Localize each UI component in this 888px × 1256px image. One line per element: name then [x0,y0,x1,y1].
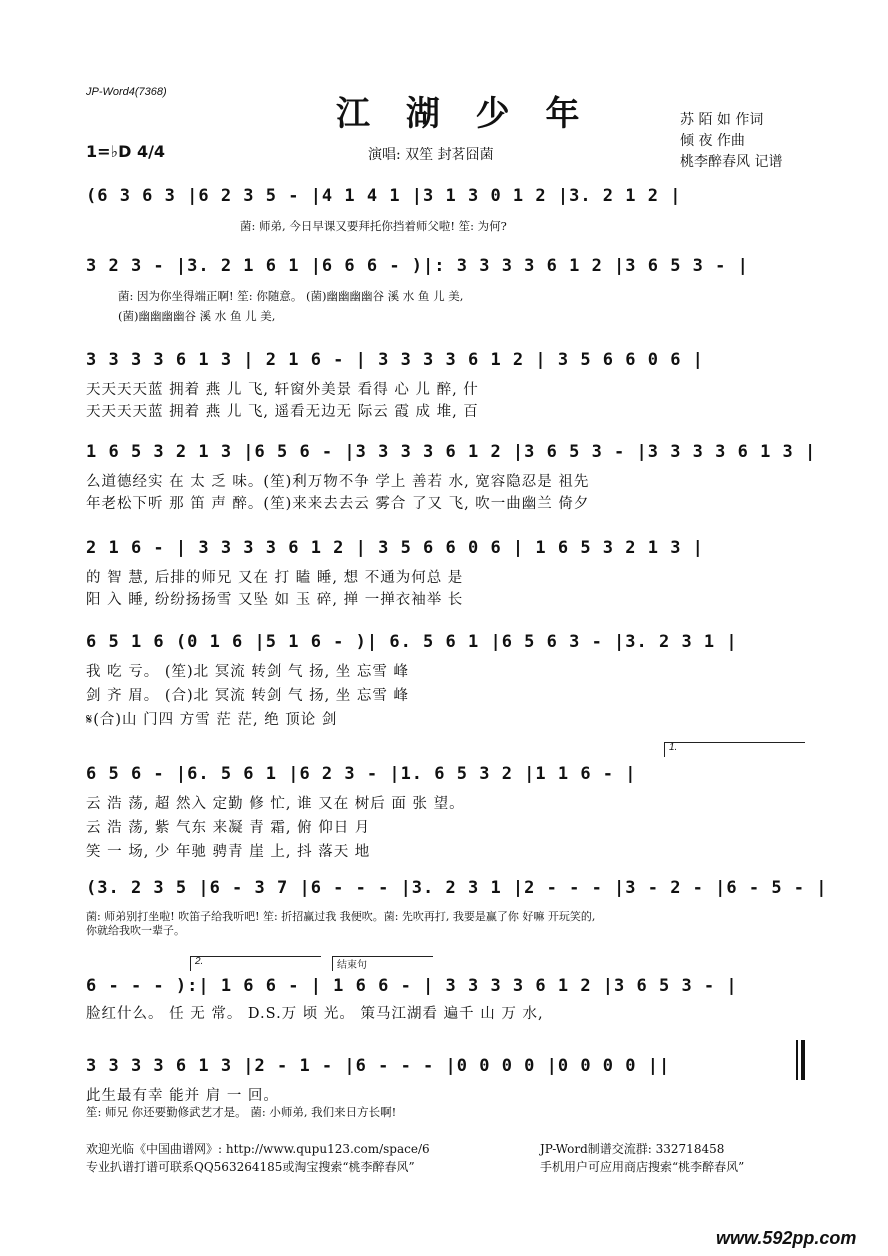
notation-line: 3 3 3 3 6 1 3 |2 - 1 - |6 - - - |0 0 0 0 |0 0 0 0 || [86,1056,671,1076]
notation-line: 2 1 6 - | 3 3 3 3 6 1 2 | 3 5 6 6 0 6 | 1 6 5 3 2 1 3 | [86,538,704,558]
lyric-line: 我 吃 亏。 (笙)北 冥流 转剑 气 扬, 坐 忘雪 峰 [86,664,410,680]
software-tag: JP-Word4(7368) [86,86,167,98]
lyric-line: 云 浩 荡, 紫 气东 来凝 青 霜, 俯 仰日 月 [86,820,371,836]
key-signature: 1=♭D 4/4 [86,142,166,161]
volta-second-ending: 2. [190,956,321,971]
lyric-line: (菌)幽幽幽幽谷 溪 水 鱼 儿 美, [118,309,276,323]
lyric-line: 脸红什么。 任 无 常。 D.S.万 顷 光。 策马江湖看 遍千 山 万 水, [86,1006,544,1022]
lyric-line: 剑 齐 眉。 (合)北 冥流 转剑 气 扬, 坐 忘雪 峰 [86,688,410,704]
lyric-line: 么道德经实 在 太 乏 味。(笙)利万物不争 学上 善若 水, 宽容隐忍是 祖先 [86,474,590,490]
dialog-line: 你就给我吹一辈子。 [86,924,185,937]
notation-line: 6 5 6 - |6. 5 6 1 |6 2 3 - |1. 6 5 3 2 |1 1 6 - | [86,764,637,784]
volta-first-ending: 1. [664,742,805,757]
lyric-line: 此生最有幸 能并 肩 一 回。 [86,1088,279,1104]
credit-transcriber: 桃李醉春风 记谱 [680,154,783,170]
final-barline-thick [801,1040,805,1080]
lyric-line: 天天天天蓝 拥着 燕 儿 飞, 遥看无边无 际云 霞 成 堆, 百 [86,404,479,420]
footer-website: 欢迎光临《中国曲谱网》: http://www.qupu123.com/space/6 [86,1142,430,1156]
notation-line: 1 6 5 3 2 1 3 |6 5 6 - |3 3 3 3 6 1 2 |3 6 5 3 - |3 3 3 3 6 1 3 | [86,442,817,462]
notation-line: 6 5 1 6 (0 1 6 |5 1 6 - )| 6. 5 6 1 |6 5 6 3 - |3. 2 3 1 | [86,632,738,652]
lyric-line: 的 智 慧, 后排的师兄 又在 打 瞌 睡, 想 不通为何总 是 [86,570,464,586]
footer-group: JP-Word制谱交流群: 332718458 [540,1142,725,1156]
lyric-line: 阳 入 睡, 纷纷扬扬雪 又坠 如 玉 碎, 掸 一掸衣袖举 长 [86,592,464,608]
dialog-line: 菌: 师弟, 今日早课又要拜托你挡着师父啦! 笙: 为何? [240,219,507,233]
credit-composer: 倾 夜 作曲 [680,133,745,149]
notation-line: 3 3 3 3 6 1 3 | 2 1 6 - | 3 3 3 3 6 1 2 | 3 5 6 6 0 6 | [86,350,704,370]
notation-line: (6 3 6 3 |6 2 3 5 - |4 1 4 1 |3 1 3 0 1 2 |3. 2 1 2 | [86,186,682,206]
watermark: www.592pp.com [716,1228,857,1248]
lyric-line: 笑 一 场, 少 年驰 骋青 崖 上, 抖 落天 地 [86,844,371,860]
notation-line: (3. 2 3 5 |6 - 3 7 |6 - - - |3. 2 3 1 |2 - - - |3 - 2 - |6 - 5 - | [86,878,828,898]
final-barline-thin [796,1040,798,1080]
lyric-line: 𝄋(合)山 门四 方雪 茫 茫, 绝 顶论 剑 [86,712,338,728]
singers: 演唱: 双笙 封茗囧菌 [368,147,494,163]
credit-lyricist: 苏 陌 如 作词 [680,112,764,128]
notation-line: 6 - - - ):| 1 6 6 - | 1 6 6 - | 3 3 3 3 6 1 2 |3 6 5 3 - | [86,976,738,996]
song-title: 江 湖 少 年 [336,94,592,134]
lyric-line: 菌: 因为你坐得端正啊! 笙: 你随意。 (菌)幽幽幽幽谷 溪 水 鱼 儿 美, [118,289,464,303]
lyric-line: 天天天天蓝 拥着 燕 儿 飞, 轩窗外美景 看得 心 儿 醉, 什 [86,382,479,398]
notation-line: 3 2 3 - |3. 2 1 6 1 |6 6 6 - )|: 3 3 3 3 6 1 2 |3 6 5 3 - | [86,256,749,276]
lyric-line: 年老松下听 那 笛 声 醉。(笙)来来去去云 雾合 了又 飞, 吹一曲幽兰 倚夕 [86,496,590,512]
dialog-line: 菌: 师弟别打坐啦! 吹笛子给我听吧! 笙: 折招赢过我 我便吹。菌: 先吹再打, 我要是赢了你 好嘛 开玩笑的, [86,910,596,923]
lyric-line: 云 浩 荡, 超 然入 定勤 修 忙, 谁 又在 树后 面 张 望。 [86,796,465,812]
footer-mobile: 手机用户可应用商店搜索“桃李醉春风” [540,1160,745,1174]
footer-contact: 专业扒谱打谱可联系QQ563264185或淘宝搜索“桃李醉春风” [86,1160,415,1174]
dialog-line: 笙: 师兄 你还要勤修武艺才是。 菌: 小师弟, 我们来日方长啊! [86,1105,397,1119]
coda-label: 结束句 [332,956,433,971]
